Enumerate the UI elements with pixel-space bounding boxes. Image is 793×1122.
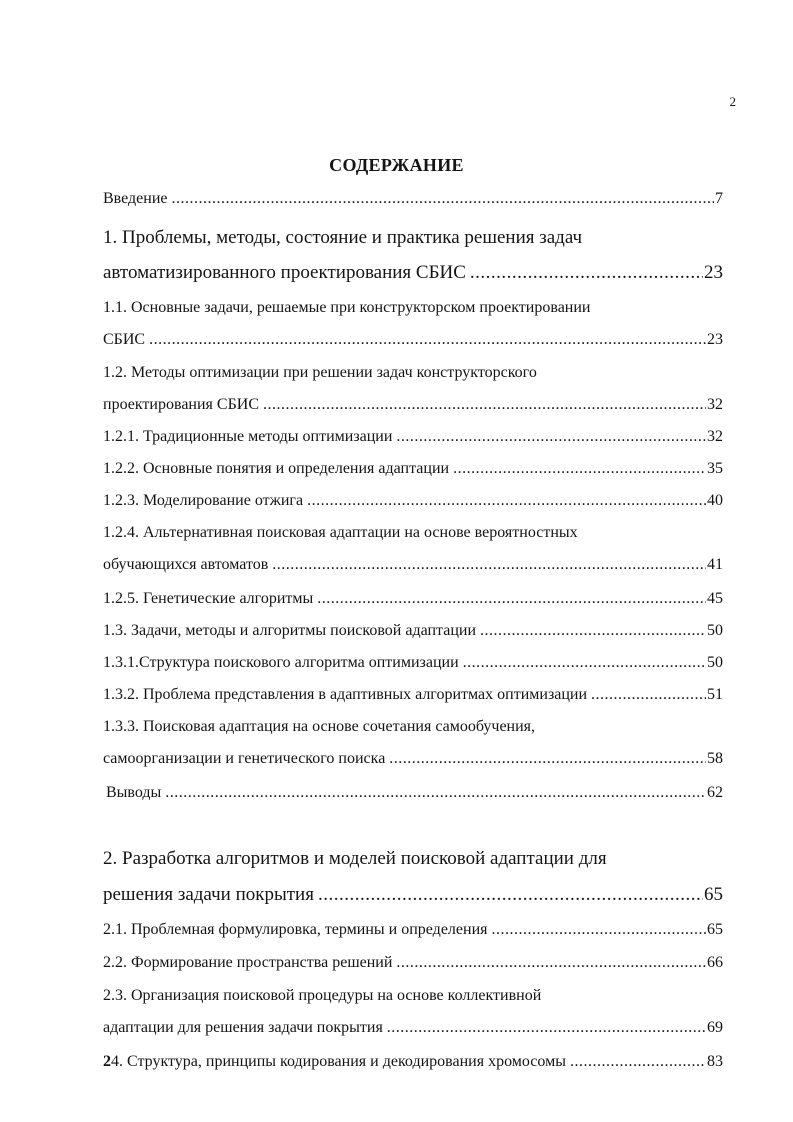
toc-entry-page: 58 xyxy=(707,750,723,767)
leader-dots xyxy=(165,781,706,805)
toc-entry xyxy=(103,425,723,449)
toc-entry-text-rest: 4. Структура, принципы кодирования и декодирования хромосомы xyxy=(111,1053,566,1070)
toc-entry-text: 2.3. Организация поисковой процедуры на основе коллективной xyxy=(103,987,542,1004)
toc-entry xyxy=(103,715,723,739)
leader-dots xyxy=(470,261,703,285)
toc-entry xyxy=(103,619,723,643)
toc-entry-text: обучающихся автоматов xyxy=(103,556,269,573)
toc-entry-page: 51 xyxy=(707,686,723,703)
toc-entry-text: 1.3.1.Структура поискового алгоритма оптимизации xyxy=(103,654,459,671)
toc-entry-text: 1.2.4. Альтернативная поисковая адаптации на основе вероятностных xyxy=(103,524,578,541)
toc-entry xyxy=(103,747,723,771)
page-number: 2 xyxy=(729,94,736,109)
toc-entry-text: 1.3. Задачи, методы и алгоритмы поисковой адаптации xyxy=(103,622,477,639)
leader-dots xyxy=(492,918,707,942)
toc-entry-page: 23 xyxy=(707,331,723,348)
toc-entry xyxy=(103,918,723,942)
leader-dots xyxy=(272,553,706,577)
leader-dots xyxy=(570,1050,706,1074)
toc-entry-text: 2.2. Формирование пространства решений xyxy=(103,954,393,971)
toc-entry xyxy=(103,651,723,675)
toc-entry-text: 1.3.3. Поисковая адаптация на основе сочетания самообучения, xyxy=(103,718,536,735)
leader-dots xyxy=(307,489,706,513)
toc-entry-text: 1.2.3. Моделирование отжига xyxy=(103,492,304,509)
toc-entry-text: 2. Разработка алгоритмов и моделей поисковой адаптации для xyxy=(103,848,607,869)
toc-entry xyxy=(103,883,723,907)
toc-entry-page: 50 xyxy=(707,622,723,639)
toc-entry-page: 65 xyxy=(707,921,723,938)
leader-dots xyxy=(453,457,706,481)
toc-entry xyxy=(103,521,723,545)
toc-entry xyxy=(103,951,723,975)
toc-entry xyxy=(103,226,723,250)
toc-entry-page: 65 xyxy=(704,884,723,905)
toc-entry-text: Введение xyxy=(103,190,168,207)
toc-entry-page: 40 xyxy=(707,492,723,509)
toc-entry-text: проектирования СБИС xyxy=(103,396,259,413)
toc-entry-page: 32 xyxy=(707,428,723,445)
toc-entry xyxy=(103,328,723,352)
leader-dots xyxy=(396,951,706,975)
leader-dots xyxy=(172,187,715,211)
toc-entry xyxy=(103,489,723,513)
toc-entry-page: 62 xyxy=(707,784,723,801)
leader-dots xyxy=(480,619,706,643)
toc-entry xyxy=(103,1050,723,1074)
leader-dots xyxy=(149,328,706,352)
toc-entry-page: 23 xyxy=(704,262,723,283)
toc-entry-text: 1.2.2. Основные понятия и определения адаптации xyxy=(103,460,450,477)
toc-entry-text: самоорганизации и генетического поиска xyxy=(103,750,386,767)
toc-entry-page: 32 xyxy=(707,396,723,413)
toc-entry-text: 1. Проблемы, методы, состояние и практика решения задач xyxy=(103,227,583,248)
toc-entry-text: автоматизированного проектирования СБИС xyxy=(103,262,466,283)
toc-entry-page: 35 xyxy=(707,460,723,477)
toc-entry-text xyxy=(103,1050,566,1074)
toc-entry-text: 1.1. Основные задачи, решаемые при конструкторском проектировании xyxy=(103,299,591,316)
toc-entry xyxy=(103,587,723,611)
toc-entry xyxy=(103,847,723,871)
leader-dots xyxy=(263,393,706,417)
leader-dots xyxy=(317,587,706,611)
toc-entry xyxy=(103,361,723,385)
leader-dots xyxy=(396,425,706,449)
toc-entry-text: 1.2. Методы оптимизации при решении задач конструкторского xyxy=(103,364,537,381)
toc-entry-page: 66 xyxy=(707,954,723,971)
leader-dots xyxy=(389,747,706,771)
leader-dots xyxy=(318,883,703,907)
toc-entry-page: 7 xyxy=(715,190,723,207)
toc-entry-page: 83 xyxy=(707,1053,723,1070)
toc-entry xyxy=(106,781,723,805)
toc-entry-text: СБИС xyxy=(103,331,146,348)
page-title: СОДЕРЖАНИЕ xyxy=(329,155,464,175)
leader-dots xyxy=(387,1016,706,1040)
toc-entry xyxy=(103,393,723,417)
leader-dots xyxy=(463,651,706,675)
toc-entry xyxy=(103,261,723,285)
toc-entry-text: адаптации для решения задачи покрытия xyxy=(103,1019,383,1036)
toc-entry-page: 69 xyxy=(707,1019,723,1036)
toc-entry-page: 41 xyxy=(707,556,723,573)
toc-entry-text: Выводы xyxy=(106,784,162,801)
toc-entry xyxy=(103,1016,723,1040)
toc-entry-text: 2.1. Проблемная формулировка, термины и определения xyxy=(103,921,488,938)
toc-entry xyxy=(103,683,723,707)
toc-entry-prefix: 2 xyxy=(103,1053,111,1070)
toc-entry-page: 45 xyxy=(707,590,723,607)
toc-entry xyxy=(103,187,723,211)
toc-entry xyxy=(103,457,723,481)
toc-entry-page: 50 xyxy=(707,654,723,671)
toc-entry xyxy=(103,553,723,577)
toc-entry-text: 1.2.5. Генетические алгоритмы xyxy=(103,590,314,607)
toc-entry xyxy=(103,984,723,1008)
toc-entry-text: 1.3.2. Проблема представления в адаптивных алгоритмах оптимизации xyxy=(103,686,588,703)
toc-entry-text: 1.2.1. Традиционные методы оптимизации xyxy=(103,428,393,445)
leader-dots xyxy=(591,683,706,707)
toc-entry-text: решения задачи покрытия xyxy=(103,884,314,905)
toc-entry xyxy=(103,296,723,320)
